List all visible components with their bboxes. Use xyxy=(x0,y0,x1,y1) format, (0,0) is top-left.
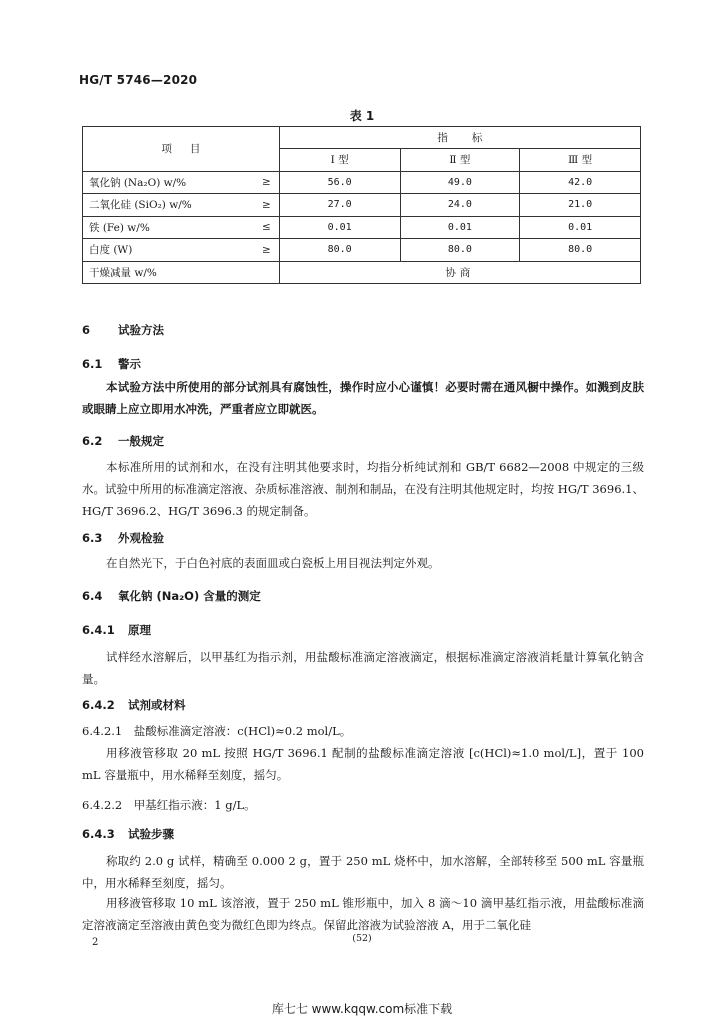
table-head-item: 项目 xyxy=(83,127,280,172)
standard-code: HG/T 5746—2020 xyxy=(79,73,198,87)
row-value: 27.0 xyxy=(279,194,400,217)
row-symbol: ≥ xyxy=(252,194,279,217)
watermark-site-link[interactable]: 库七七 www.kqqw.com标准下载 xyxy=(271,1002,453,1016)
section-6-4-2-1: 6.4.2.1 盐酸标准滴定溶液：c(HCl)≈0.2 mol/L。 xyxy=(82,724,352,738)
section-6-4-heading: 6.4 氧化钠 (Na₂O) 含量的测定 xyxy=(82,589,261,603)
row-value: 24.0 xyxy=(400,194,520,217)
table-row xyxy=(83,194,641,217)
section-6-4-2-heading: 6.4.2 试剂或材料 xyxy=(82,698,186,712)
row-value: 49.0 xyxy=(400,171,520,194)
section-6-1-text: 本试验方法中所使用的部分试剂具有腐蚀性，操作时应小心谨慎！必要时需在通风橱中操作。如溅到皮肤或眼睛上应立即用水冲洗，严重者应立即就医。 xyxy=(82,380,644,416)
table-row xyxy=(83,216,641,239)
section-6-4-2-2: 6.4.2.2 甲基红指示液：1 g/L。 xyxy=(82,798,256,812)
row-value: 0.01 xyxy=(279,216,400,239)
table-head-type-1: Ⅰ 型 xyxy=(279,149,400,172)
row-label: 铁 (Fe) w/% xyxy=(83,216,253,239)
section-6-3-text: 在自然光下，于白色衬底的表面皿或白瓷板上用目视法判定外观。 xyxy=(106,556,440,570)
page-mark: (52) xyxy=(352,933,372,944)
row-value: 0.01 xyxy=(400,216,520,239)
section-6-2-heading: 6.2 一般规定 xyxy=(82,434,164,448)
row-label: 二氧化硅 (SiO₂) w/% xyxy=(83,194,253,217)
row-value-negotiated: 协商 xyxy=(279,261,640,284)
row-symbol: ≥ xyxy=(252,239,279,262)
row-label: 氧化钠 (Na₂O) w/% xyxy=(83,171,253,194)
section-6-4-3-para-1: 称取约 2.0 g 试样，精确至 0.000 2 g，置于 250 mL 烧杯中，加水溶解，全部转移至 500 mL 容量瓶中，用水稀释至刻度，摇匀。 xyxy=(82,854,644,890)
row-value: 21.0 xyxy=(520,194,641,217)
row-label: 干燥减量 w/% xyxy=(83,261,280,284)
table-row xyxy=(83,239,641,262)
section-6-4-3-para-2: 用移液管移取 10 mL 该溶液，置于 250 mL 锥形瓶中，加入 8 滴～10 滴甲基红指示液，用盐酸标准滴定溶液滴定至溶液由黄色变为微红色即为终点。保留此溶液为试验溶液 A，用于二氧化硅 xyxy=(82,896,644,932)
section-6-3-heading: 6.3 外观检验 xyxy=(82,531,164,545)
table-head-indicator: 指标 xyxy=(279,127,640,149)
section-6-4-3-heading: 6.4.3 试验步骤 xyxy=(82,827,174,841)
section-6-4-1-heading: 6.4.1 原理 xyxy=(82,623,151,637)
table-head-type-3: Ⅲ 型 xyxy=(520,149,641,172)
section-6-2-text: 本标准所用的试剂和水，在没有注明其他要求时，均指分析纯试剂和 GB/T 6682—2008 中规定的三级水。试验中所用的标准滴定溶液、杂质标准溶液、制剂和制品，在没有注明其他规定时，均按 HG/T 3696.1、HG/T 3696.2、HG/T 3696.3 的规定制备。 xyxy=(82,460,644,518)
row-value: 80.0 xyxy=(520,239,641,262)
row-value: 42.0 xyxy=(520,171,641,194)
row-label: 白度 (W) xyxy=(83,239,253,262)
page-number: 2 xyxy=(92,937,99,948)
section-6-4-1-text: 试样经水溶解后，以甲基红为指示剂，用盐酸标准滴定溶液滴定，根据标准滴定溶液消耗量计算氧化钠含量。 xyxy=(82,650,644,686)
row-symbol: ≤ xyxy=(252,216,279,239)
row-value: 80.0 xyxy=(279,239,400,262)
table-caption: 表 1 xyxy=(349,109,375,123)
section-6-1-heading: 6.1 警示 xyxy=(82,357,141,371)
table-row xyxy=(83,261,641,284)
table-row xyxy=(83,171,641,194)
table-head-type-2: Ⅱ 型 xyxy=(400,149,520,172)
row-value: 80.0 xyxy=(400,239,520,262)
section-6-heading: 6 试验方法 xyxy=(82,323,164,337)
spec-table xyxy=(82,126,641,284)
row-symbol: ≥ xyxy=(252,171,279,194)
section-6-4-2-1-text: 用移液管移取 20 mL 按照 HG/T 3696.1 配制的盐酸标准滴定溶液 [c(HCl)≈1.0 mol/L]，置于 100 mL 容量瓶中，用水稀释至刻度，摇匀。 xyxy=(82,746,644,782)
row-value: 0.01 xyxy=(520,216,641,239)
row-value: 56.0 xyxy=(279,171,400,194)
